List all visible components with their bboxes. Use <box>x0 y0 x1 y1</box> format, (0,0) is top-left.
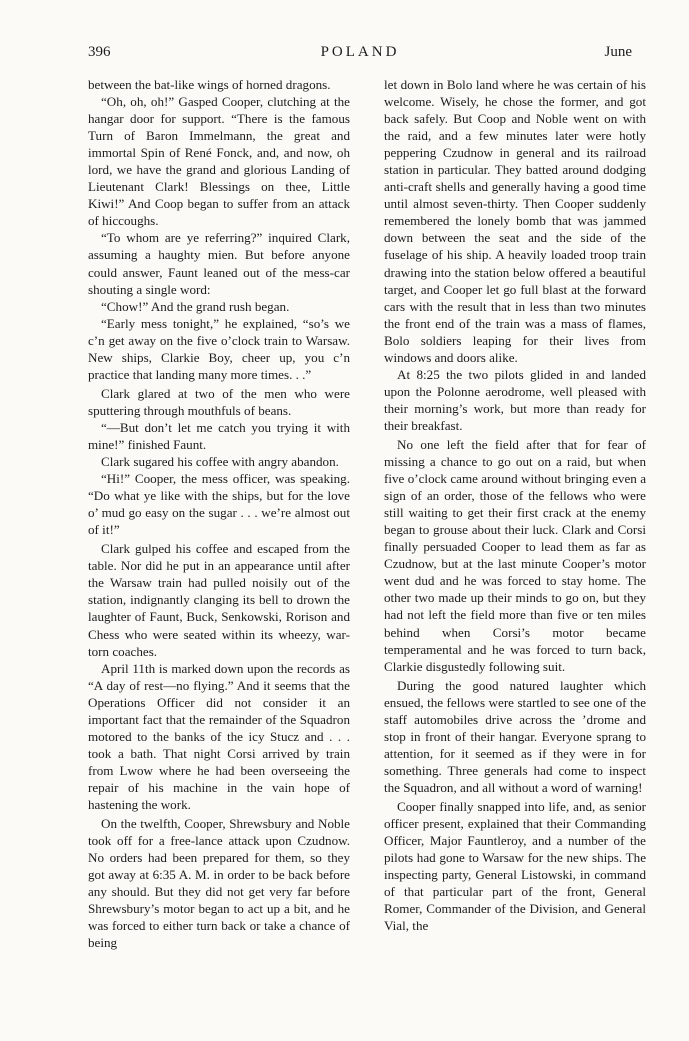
paragraph: between the bat-like wings of horned dragons. <box>88 77 331 92</box>
paragraph: Clark sugared his coffee with angry abandon. <box>101 454 339 470</box>
page-number: 396 <box>88 44 111 60</box>
paragraph: At 8:25 the two pilots glided in and landed upon the Polonne aerodrome, well pleased with their morning’s work, but more than ready for their breakfast. <box>384 366 646 433</box>
paragraph: Cooper finally snapped into life, and, as senior officer present, explained that their Commanding Officer, Major Fauntleroy, and a number of the pilots had gone to Warsaw for the new ships. The inspecting party, General Listowski, in command of that particular part of the front, General Romer, Commander of the Division, and General Vial, the <box>384 798 646 934</box>
paragraph: “Oh, oh, oh!” Gasped Cooper, clutching at the hangar door for support. “There is the famous Turn of Baron Immelmann, the great and immortal Spin of René Fonck, and, and now, oh lord, we have the grand and glorious Landing of Lieutenant Clark! Blessings on thee, Little Kiwi!” And Coop began to suffer from an attack of hiccoughs. <box>88 94 350 229</box>
journal-title: POLAND <box>320 44 400 60</box>
paragraph: “To whom are ye referring?” inquired Clark, assuming a haughty mien. But before anyone could answer, Faunt leaned out of the mess-car shouting a single word: <box>88 230 350 297</box>
paragraph: On the twelfth, Cooper, Shrewsbury and Noble took off for a free-lance attack upon Czudnow. No orders had been prepared for them, so they got away at 6:35 A. M. in order to be back before any should. But they did not get very far before Shrewsbury’s motor began to act up a bit, and he was forced to either turn back or take a chance of being <box>88 816 350 951</box>
running-header <box>88 44 632 66</box>
right-column <box>384 76 646 934</box>
paragraph: “—But don’t let me catch you trying it with mine!” finished Faunt. <box>88 419 350 452</box>
paragraph: April 11th is marked down upon the records as “A day of rest—no flying.” And it seems that the Operations Officer did not consider it an important fact that the remainder of the Squadron motored to the banks of the icy Stucz and . . . took a bath. That night Corsi arrived by train from Lwow where he had been overseeing the repair of his machine in the vain hope of hastening the work. <box>88 660 350 812</box>
paragraph: “Early mess tonight,” he explained, “so’s we c’n get away on the five o’clock train to Warsaw. New ships, Clarkie Boy, cheer up, you c’n practice that landing many more times. . .” <box>88 315 350 382</box>
paragraph: Clark gulped his coffee and escaped from the table. Nor did he put in an appearance until after the Warsaw train had pulled noisily out of the station, indignantly clanging its bell to drown the laughter of Faunt, Buck, Senkowski, Rorison and Chess who were seated within its wheezy, war-torn coaches. <box>88 541 350 659</box>
paragraph: “Hi!” Cooper, the mess officer, was speaking. “Do what ye like with the ships, but for the love o’ mud go easy on the sugar . . . we’re almost out of it!” <box>88 471 350 538</box>
paragraph: “Chow!” And the grand rush began. <box>101 298 290 314</box>
paragraph: let down in Bolo land where he was certain of his welcome. Wisely, he chose the former, and got back safely. But Coop and Noble went on with the raid, and a few minutes later were hotly peppering Czudnow in general and its railroad station in particular. They batted around dodging anti-craft shells and generally having a good time until almost seven-thirty. Then Cooper suddenly remembered the lonely bomb that was jammed down between the seat and the side of the fuselage of his ship. A heavily loaded troop train drawing into the station below offered a beautiful target, and Cooper let go full blast at the forward cars with the result that in less than two minutes the front end of the train was a mass of flames, Bolo soldiers leaping for their lives from windows and doors alike. <box>384 77 646 365</box>
paragraph: No one left the field after that for fear of missing a chance to go out on a raid, but when five o’clock came around without bringing even a sign of an order, those of the fellows who were still waiting to get their first crack at the enemy began to grouse about their luck. Clark and Corsi finally persuaded Cooper to lead them as far as Czudnow, but at the last minute Cooper’s motor went dud and he was forced to stay home. The other two made up their minds to go on, but they had not left the field more than five or ten miles behind when Corsi’s motor became temperamental and he was forced to turn back, Clarkie disgustedly following suit. <box>384 436 646 674</box>
paragraph: Clark glared at two of the men who were sputtering through mouthfuls of beans. <box>88 385 350 418</box>
issue-month: June <box>604 44 632 60</box>
left-column <box>88 76 350 951</box>
paragraph: During the good natured laughter which ensued, the fellows were startled to see one of the staff automobiles drive across the ’drome and stop in front of their hangar. Everyone sprang to attention, for it seemed as if they were in for something. Three generals had come to inspect the Squadron, and all without a word of warning! <box>384 677 646 795</box>
